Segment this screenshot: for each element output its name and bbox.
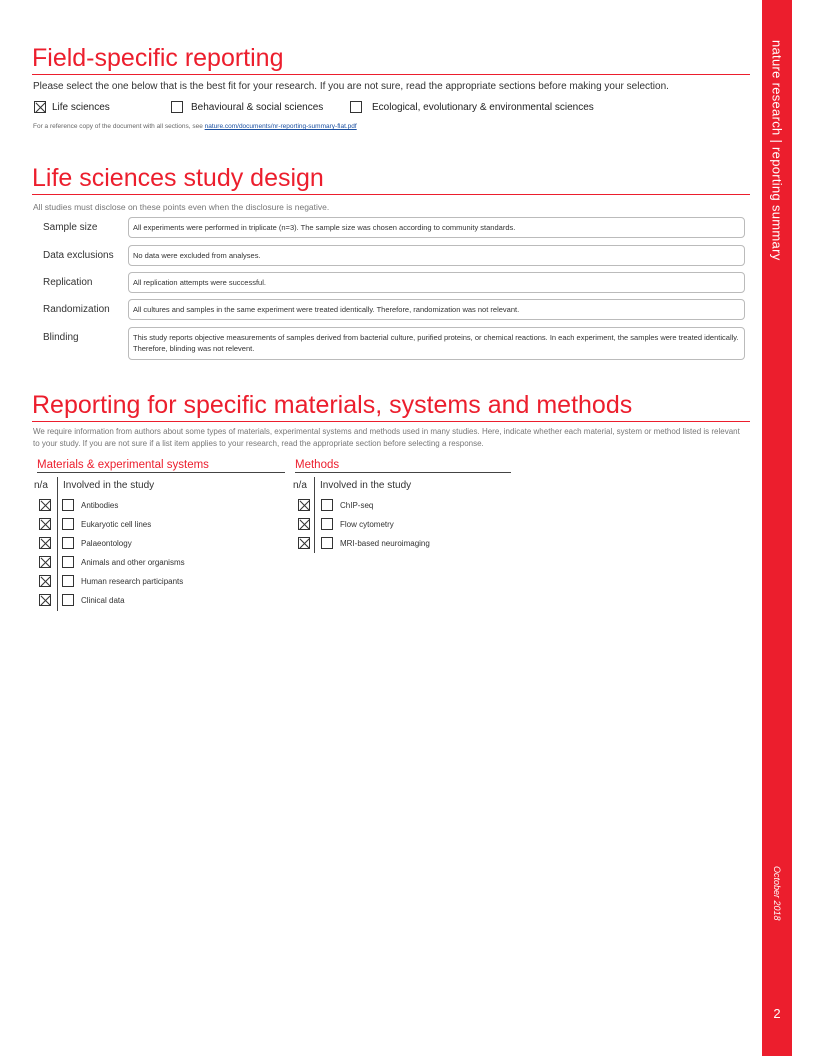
item-label: Clinical data (81, 595, 125, 605)
list-item (39, 556, 185, 568)
na-checkbox[interactable] (298, 537, 310, 549)
list-item (298, 537, 430, 549)
involved-checkbox[interactable] (62, 594, 74, 606)
option-label: Ecological, evolutionary & environmental sciences (372, 101, 594, 113)
involved-checkbox[interactable] (62, 556, 74, 568)
na-checkbox[interactable] (39, 537, 51, 549)
data-exclusions-field[interactable]: No data were excluded from analyses. (128, 245, 745, 266)
blinding-field[interactable]: This study reports objective measurements of samples derived from bacterial culture, purified proteins, or chemical reactions. In each experiment, the samples were treated identically. Therefore, blinding was not relevent. (128, 327, 745, 360)
list-item (298, 499, 373, 511)
sample-size-field[interactable]: All experiments were performed in triplicate (n=3). The sample size was chosen according to community standards. (128, 217, 745, 238)
option-label: Behavioural & social sciences (191, 101, 324, 113)
involved-header: Involved in the study (63, 480, 155, 491)
option-life-sciences[interactable] (34, 101, 110, 113)
row-data-exclusions (33, 245, 745, 266)
involved-checkbox[interactable] (321, 518, 333, 530)
involved-checkbox[interactable] (321, 499, 333, 511)
field-heading: Field-specific reporting (32, 46, 750, 75)
list-item (39, 499, 118, 511)
row-sample-size (33, 217, 745, 238)
na-checkbox[interactable] (39, 556, 51, 568)
design-intro: All studies must disclose on these points even when the disclosure is negative. (33, 202, 330, 212)
row-label: Data exclusions (43, 250, 114, 261)
na-checkbox[interactable] (39, 575, 51, 587)
list-item (39, 575, 183, 587)
na-header: n/a (34, 480, 48, 491)
na-checkbox[interactable] (298, 499, 310, 511)
item-label: Eukaryotic cell lines (81, 519, 152, 529)
item-label: ChIP-seq (340, 500, 374, 510)
option-behavioural-social[interactable] (171, 101, 323, 113)
page-number: 2 (773, 1006, 781, 1021)
randomization-field[interactable]: All cultures and samples in the same experiment were treated identically. Therefore, randomization was not relevant. (128, 299, 745, 320)
item-label: Flow cytometry (340, 519, 394, 529)
involved-header: Involved in the study (320, 480, 412, 491)
item-label: Human research participants (81, 576, 184, 586)
involved-checkbox[interactable] (62, 499, 74, 511)
involved-checkbox[interactable] (62, 537, 74, 549)
materials-intro: We require information from authors about some types of materials, experimental systems and methods used in many studies. Here, indicate whether each material, system or method listed is relevant to your study. If you are not sure if a list item applies to your research, read the appropriate section before selecting a response. (33, 427, 740, 448)
involved-checkbox[interactable] (62, 575, 74, 587)
checkbox[interactable] (171, 101, 183, 113)
materials-subheading: Materials & experimental systems (37, 459, 285, 473)
reference-prefix: For a reference copy of the document with all sections, see (33, 123, 205, 130)
sidebar-date-text: October 2018 (772, 866, 782, 921)
item-label: Antibodies (81, 500, 119, 510)
row-label: Blinding (43, 332, 79, 343)
option-ecological[interactable] (350, 101, 594, 113)
involved-checkbox[interactable] (62, 518, 74, 530)
methods-subheading: Methods (295, 459, 511, 473)
materials-heading: Reporting for specific materials, systems and methods (32, 393, 750, 422)
list-item (39, 518, 151, 530)
row-label: Replication (43, 277, 93, 288)
list-item (298, 518, 394, 530)
row-label: Randomization (43, 304, 110, 315)
sidebar (762, 0, 792, 1056)
item-label: Palaeontology (81, 538, 132, 548)
row-randomization (33, 299, 745, 320)
replication-field[interactable]: All replication attempts were successful. (128, 272, 745, 293)
checkbox-checked[interactable] (34, 101, 46, 113)
checkbox[interactable] (350, 101, 362, 113)
item-label: Animals and other organisms (81, 557, 185, 567)
list-item (39, 594, 125, 606)
reference-note (33, 123, 357, 130)
na-header: n/a (293, 480, 307, 491)
sidebar-title (762, 40, 792, 380)
na-checkbox[interactable] (39, 518, 51, 530)
item-label: MRI-based neuroimaging (340, 538, 430, 548)
na-checkbox[interactable] (39, 594, 51, 606)
row-label: Sample size (43, 222, 98, 233)
row-replication (33, 272, 745, 293)
na-checkbox[interactable] (39, 499, 51, 511)
sidebar-title-text: nature research | reporting summary (769, 40, 785, 261)
sidebar-date (762, 866, 792, 926)
field-intro: Please select the one below that is the best fit for your research. If you are not sure, read the appropriate sections before making your selection. (33, 81, 669, 92)
reference-link[interactable]: nature.com/documents/nr-reporting-summary-flat.pdf (204, 123, 357, 130)
design-heading: Life sciences study design (32, 166, 750, 195)
list-item (39, 537, 132, 549)
involved-checkbox[interactable] (321, 537, 333, 549)
row-blinding (33, 327, 745, 360)
option-label: Life sciences (52, 101, 110, 113)
na-checkbox[interactable] (298, 518, 310, 530)
